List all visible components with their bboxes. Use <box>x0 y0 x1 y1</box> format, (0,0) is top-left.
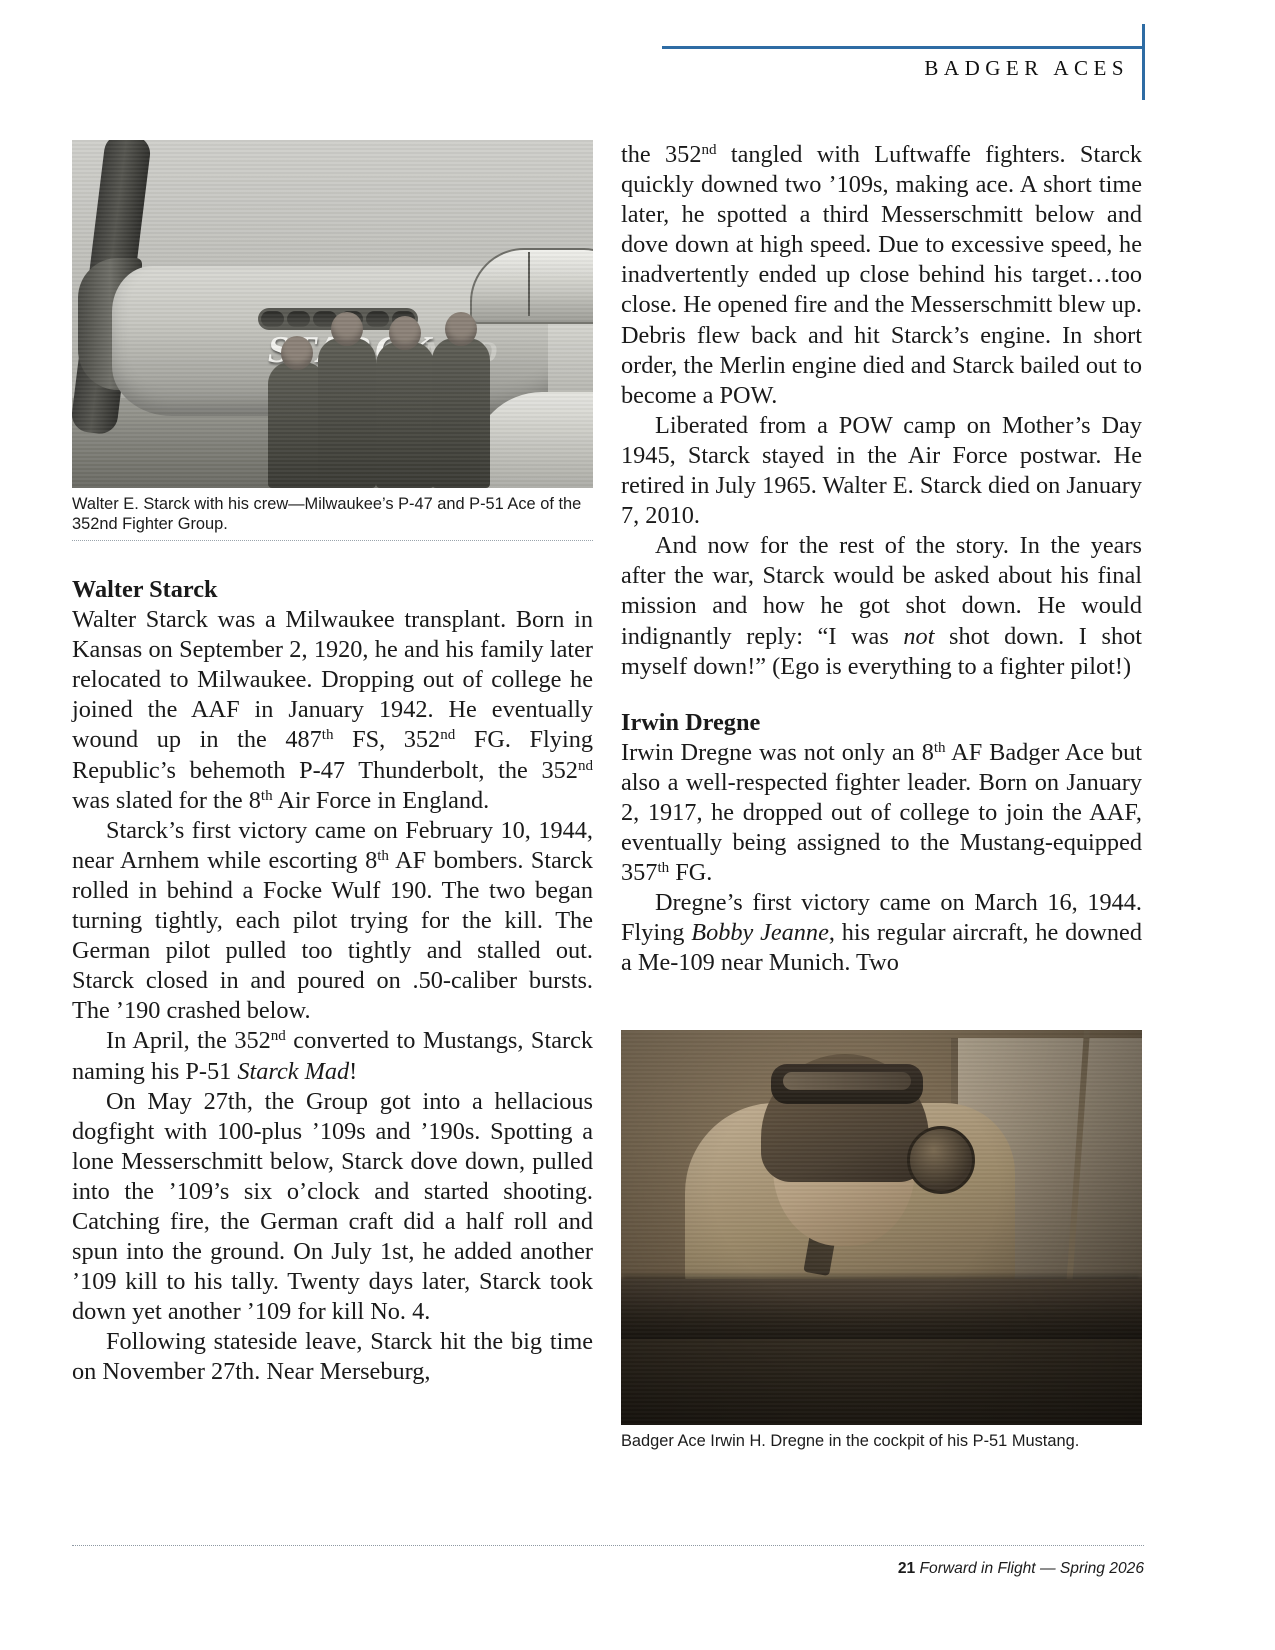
paragraph-right-3 <box>621 531 1142 681</box>
aircraft-name-italic: Bobby Jeanne <box>691 919 829 947</box>
pilot-goggles <box>771 1064 923 1104</box>
header-rule-vertical <box>1142 24 1145 100</box>
superscript-ordinal: nd <box>270 1028 286 1045</box>
crew-group <box>272 328 522 488</box>
text-run: Irwin Dregne was not only an 8 <box>621 738 934 766</box>
paragraph-left-5: Following stateside leave, Starck hit the big time on November 27th. Near Merseburg, <box>72 1328 593 1386</box>
text-run: And now for the rest of the story. In the years after the war, Starck would be asked about his final mission and how he got shot down. He would indignantly reply: “I was <box>621 532 1142 650</box>
superscript-ordinal: th <box>377 848 389 865</box>
canopy-frame <box>528 252 530 316</box>
text-run: was slated for the 8 <box>72 786 261 814</box>
paragraph-left-3 <box>72 1026 593 1086</box>
caption-divider <box>72 540 593 541</box>
header-rule-horizontal <box>662 46 1144 49</box>
superscript-ordinal: nd <box>577 757 593 774</box>
text-run: the 352 <box>621 141 702 168</box>
text-run: FG. <box>669 859 713 887</box>
text-run: Starck’s first victory came on February 10, 1944, near Arnhem while escorting 8 <box>72 816 593 874</box>
paragraph-right-4 <box>621 738 1142 888</box>
emphasis-italic: not <box>903 622 935 650</box>
text-run: Walter Starck was a Milwaukee transplant. Born in Kansas on September 2, 1920, he and his family later relocated to Milwaukee. Dropping out of college he joined the AAF in January 1942. He eventually wound up in the 487 <box>72 606 593 754</box>
figure-caption-starck: Walter E. Starck with his crew—Milwaukee’s P-47 and P-51 Ace of the 352nd Fighter Group. <box>72 495 582 533</box>
footer-divider <box>72 1545 1144 1546</box>
paragraph-right-5 <box>621 888 1142 978</box>
paragraph-left-1 <box>72 605 593 816</box>
photo-starck-crew <box>72 140 593 488</box>
paragraph-right-1 <box>621 140 1142 411</box>
right-text-column <box>621 140 1142 979</box>
paragraph-left-4: On May 27th, the Group got into a hellacious dogfight with 100-plus ’109s and ’190s. Spotting a lone Messerschmitt below, Starck dove down, pulled into the ’109’s six o’clock and started shooting. Catching fire, the German craft did a half roll and spun into the ground. On July 1st, he added another ’109 kill to his tally. Twenty days later, Starck took down yet another ’109 for kill No. 4. <box>72 1087 593 1326</box>
text-run: tangled with Luftwaffe fighters. Starck quickly downed two ’109s, making ace. A short time later, he spotted a third Messerschmitt below and dove down at high speed. Due to excessive speed, he inadvertently ended up close behind his target…too close. He opened fire and the Messerschmitt blew up. Debris flew back and hit Starck’s engine. In short order, the Merlin engine died and Starck bailed out to become a POW. <box>621 141 1143 409</box>
superscript-ordinal: th <box>657 860 670 877</box>
superscript-ordinal: nd <box>440 727 456 744</box>
footer <box>898 1560 1144 1578</box>
text-run: AF bombers. Starck rolled in behind a Focke Wulf 190. The two began turning tightly, each pilot trying for the kill. The German pilot pulled too tightly and stalled out. Starck closed in and poured on .50-caliber bursts. The ’190 crashed below. <box>72 846 593 1025</box>
crew-member <box>376 342 434 488</box>
text-run: shot down. I shot myself down!” (Ego is everything to a fighter pilot!) <box>621 622 1142 680</box>
section-heading-walter-starck: Walter Starck <box>72 576 218 603</box>
text-run: Dregne’s first victory came on March 16, 1944. Flying <box>621 889 1142 947</box>
figure-caption-dregne: Badger Ace Irwin H. Dregne in the cockpit of his P-51 Mustang. <box>621 1432 1080 1450</box>
text-run: ! <box>349 1057 358 1085</box>
superscript-ordinal: th <box>260 787 273 804</box>
headset-earcup <box>907 1126 975 1194</box>
running-head-title: BADGER ACES <box>924 56 1129 80</box>
text-run: FS, 352 <box>333 726 441 754</box>
superscript-ordinal: th <box>933 739 946 756</box>
text-run: In April, the 352 <box>106 1027 271 1055</box>
crew-member <box>432 338 490 488</box>
superscript-ordinal: th <box>321 727 334 744</box>
text-run: FG. Flying Republic’s behemoth P-47 Thunderbolt, the 352 <box>72 726 593 784</box>
paragraph-right-2: Liberated from a POW camp on Mother’s Day 1945, Starck stayed in the Air Force postwar. He retired in July 1965. Walter E. Starck died on January 7, 2010. <box>621 411 1142 530</box>
crew-member <box>318 338 376 488</box>
page-number: 21 <box>897 1560 916 1577</box>
superscript-ordinal: nd <box>701 142 717 159</box>
section-heading-irwin-dregne: Irwin Dregne <box>621 708 761 736</box>
text-run: AF Badger Ace but also a well-respected fighter leader. Born on January 2, 1917, he dropped out of college to join the AAF, eventually being assigned to the Mustang-equipped 357 <box>621 738 1142 887</box>
figure-dregne <box>621 1030 1142 1451</box>
publication-title: Forward in Flight — Spring 2026 <box>919 1560 1144 1577</box>
paragraph-left-2 <box>72 816 593 1027</box>
left-text-column <box>72 575 593 1388</box>
text-run: converted to Mustangs, Starck naming his P-51 <box>72 1027 593 1085</box>
text-run: Air Force in England. <box>272 786 490 814</box>
aircraft-name-italic: Starck Mad <box>237 1057 350 1085</box>
cockpit-sill-rail <box>621 1279 1142 1341</box>
cockpit-lower-fuselage <box>621 1339 1142 1425</box>
text-run: , his regular aircraft, he downed a Me-109 near Munich. Two <box>621 919 1142 977</box>
photo-dregne-cockpit <box>621 1030 1142 1425</box>
figure-starck <box>72 140 593 541</box>
